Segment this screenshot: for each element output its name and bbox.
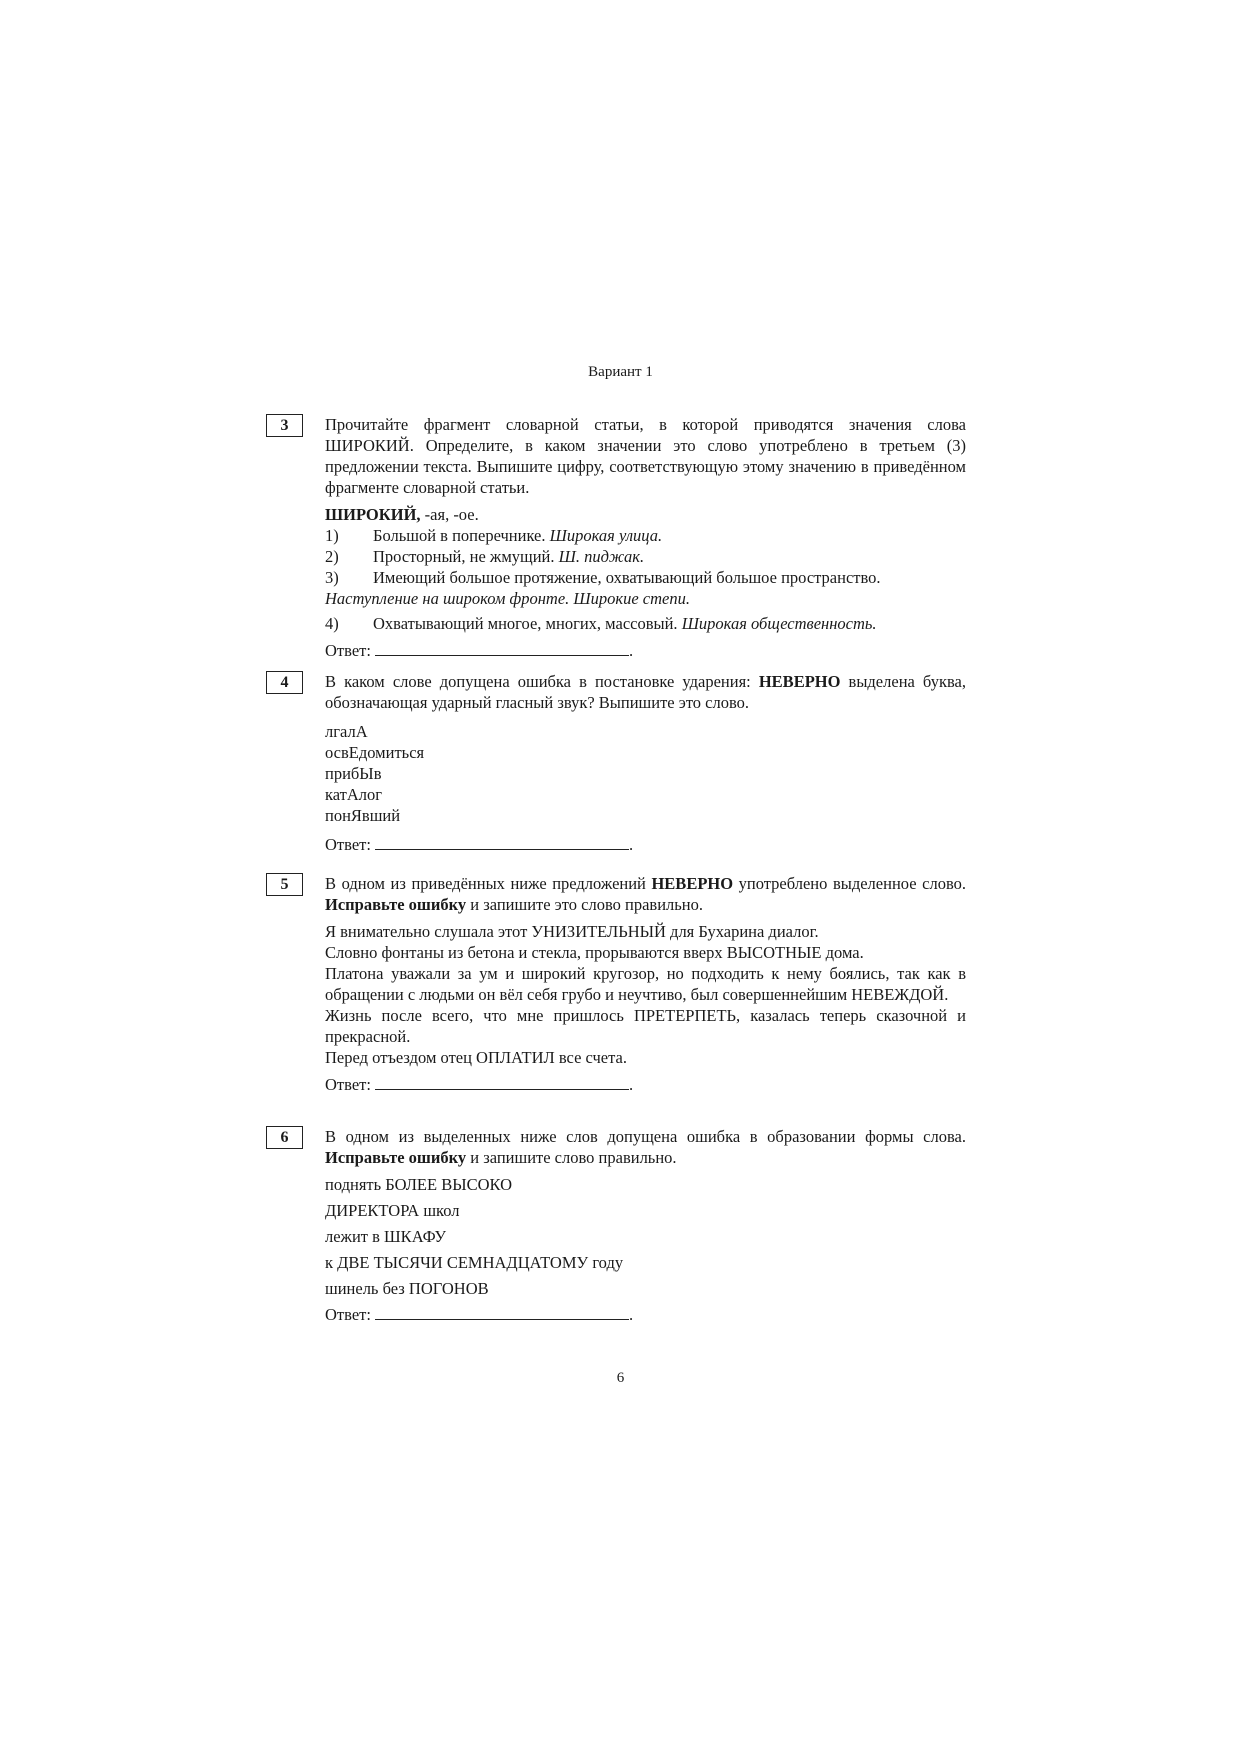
headword-suffix: -ая, -ое. [420,505,479,524]
sentence: Словно фонтаны из бетона и стекла, прорываются вверх ВЫСОТНЫЕ дома. [325,943,864,962]
definition-number: 1) [325,526,339,545]
answer-field[interactable] [325,1074,966,1095]
answer-line[interactable] [375,1305,629,1320]
answer-end: . [628,835,634,854]
task-number-box: 6 [266,1126,303,1149]
intro-text: В каком слове допущена ошибка в постановке ударения: [325,672,759,691]
definition-number: 3) [325,568,339,587]
headword: ШИРОКИЙ, [325,505,421,524]
task-intro [325,873,966,915]
answer-line[interactable] [375,835,629,850]
word-option: лежит в ШКАФУ [325,1227,447,1246]
answer-field[interactable] [325,640,966,661]
intro-text: выделена буква, обозначающая ударный гласный звук? Выпишите это слово. [325,672,966,712]
intro-bold: НЕВЕРНО [651,874,734,893]
intro-bold: Исправьте ошибку [325,1148,467,1167]
word-list [325,1174,966,1299]
task-number-box: 3 [266,414,303,437]
word-option: катАлог [325,785,383,804]
dictionary-headword [325,504,966,525]
answer-label: Ответ: [325,835,371,854]
answer-end: . [628,641,634,660]
definition-text: Охватывающий многое, многих, массовый. [373,614,678,633]
word-option: освЕдомиться [325,743,425,762]
answer-field[interactable] [325,1304,966,1325]
page-header: Вариант 1 [588,364,653,380]
definition-example: Широкая улица. [549,526,663,545]
sentence: Жизнь после всего, что мне пришлось ПРЕТЕРПЕТЬ, казалась теперь сказочной и прекрасной. [325,1006,966,1046]
definition-item [325,613,966,634]
intro-text: употреблено выделенное слово. [733,874,966,893]
definition-item [325,525,966,546]
definition-example: Наступление на широком фронте. Широкие степи. [325,589,690,608]
answer-field[interactable] [325,834,966,855]
task-intro [325,1126,966,1168]
word-option: ДИРЕКТОРА школ [325,1201,460,1220]
definition-number: 4) [325,614,339,633]
task-intro [325,671,966,713]
intro-text: и запишите это слово правильно. [466,895,703,914]
intro-text: В одном из приведённых ниже предложений [325,874,652,893]
word-option: к ДВЕ ТЫСЯЧИ СЕМНАДЦАТОМУ году [325,1253,624,1272]
sentence-list [325,921,966,1068]
sentence: Платона уважали за ум и широкий кругозор, но подходить к нему боялись, так как в обращении с людьми он вёл себя грубо и неучтиво, был совершеннейшим НЕВЕЖДОЙ. [325,964,966,1004]
definition-text: Имеющий большое протяжение, охватывающий большое пространство. [373,568,881,587]
task-number-box: 4 [266,671,303,694]
word-option: поднять БОЛЕЕ ВЫСОКО [325,1175,513,1194]
answer-line[interactable] [375,641,629,656]
sentence: Я внимательно слушала этот УНИЗИТЕЛЬНЫЙ для Бухарина диалог. [325,922,819,941]
definition-text: Большой в поперечнике. [373,526,546,545]
task-number-box: 5 [266,873,303,896]
page-number: 6 [616,1370,625,1386]
word-list [325,721,966,826]
definition-item [325,567,966,609]
definition-example: Широкая общественность. [681,614,877,633]
task-intro: Прочитайте фрагмент словарной статьи, в которой приводятся значения слова ШИРОКИЙ. Определите, в каком значении это слово употреблено в третьем (3) предложении текста. Выпишите цифру, соответствующую этому значению в приведённом фрагменте словарной статьи. [325,415,966,497]
answer-line[interactable] [375,1075,629,1090]
definition-example: Ш. пиджак. [558,547,645,566]
answer-label: Ответ: [325,1305,371,1324]
intro-text: и запишите слово правильно. [466,1148,677,1167]
intro-bold: НЕВЕРНО [758,672,841,691]
word-option: шинель без ПОГОНОВ [325,1279,489,1298]
answer-end: . [628,1075,634,1094]
answer-label: Ответ: [325,641,371,660]
definition-number: 2) [325,547,339,566]
answer-end: . [628,1305,634,1324]
sentence: Перед отъездом отец ОПЛАТИЛ все счета. [325,1048,627,1067]
definition-item [325,546,966,567]
word-option: прибЫв [325,764,382,783]
word-option: понЯвший [325,806,401,825]
definition-text: Просторный, не жмущий. [373,547,555,566]
intro-bold: Исправьте ошибку [325,895,467,914]
intro-text: В одном из выделенных ниже слов допущена ошибка в образовании формы слова. [325,1127,966,1146]
definition-list [325,525,966,634]
answer-label: Ответ: [325,1075,371,1094]
word-option: лгалА [325,722,368,741]
